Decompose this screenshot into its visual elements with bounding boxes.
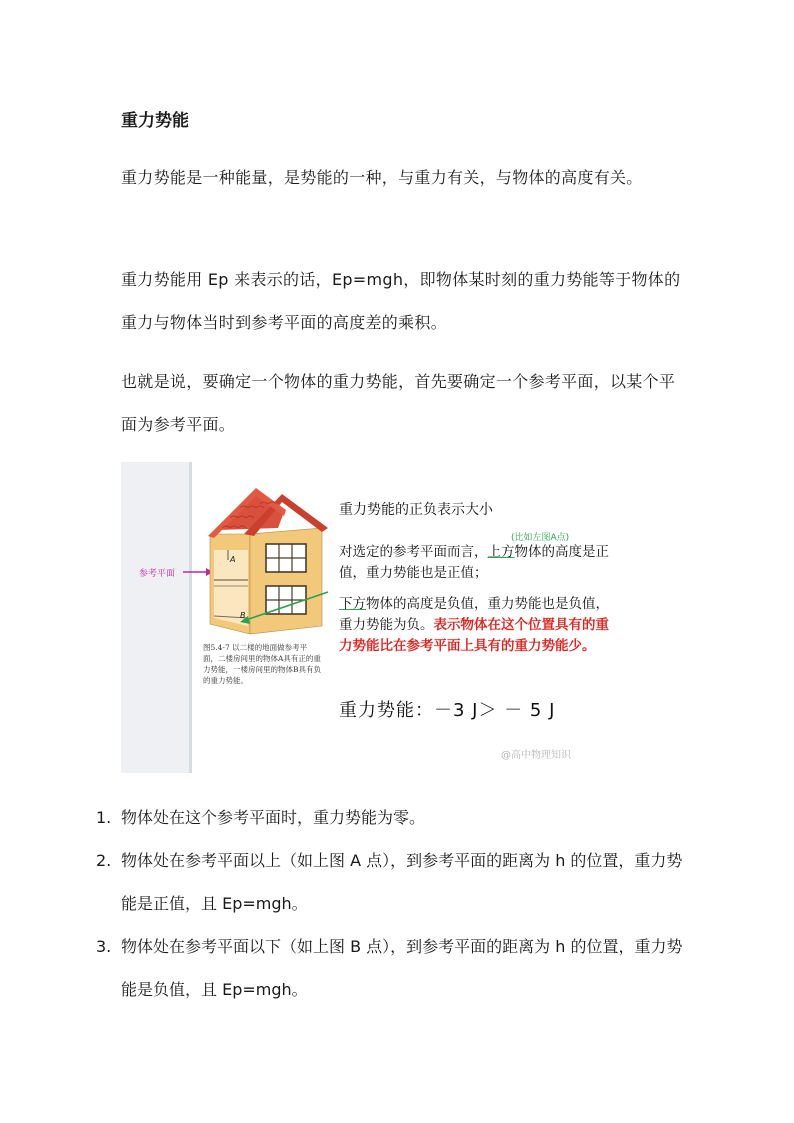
gravity-potential-figure xyxy=(121,462,621,773)
paragraph-formula: 重力势能用 Ep 来表示的话，Ep=mgh，即物体某时刻的重力势能等于物体的重力与物体当时到参考平面的高度差的乘积。 xyxy=(121,270,681,332)
figure-text-positive xyxy=(339,542,609,584)
figure-watermark: @高中物理知识 xyxy=(501,750,571,761)
list-item-text: 物体处在这个参考平面时，重力势能为零。 xyxy=(121,808,426,827)
figure-text2-post: 物体的高度是负值，重力势能也是负值，重力势能为负。 xyxy=(339,596,609,633)
list-item xyxy=(96,925,696,1011)
rules-list xyxy=(96,796,696,1011)
paragraph-reference-plane: 也就是说，要确定一个物体的重力势能，首先要确定一个参考平面，以某个平面为参考平面。 xyxy=(121,372,676,434)
figure-text-negative xyxy=(339,594,609,657)
list-item-number: 1. xyxy=(96,808,112,827)
figure-caption: 图5.4-7 以二楼的地面做参考平面，二楼房间里的物体A具有正的重力势能，一楼房间里的物体B具有负的重力势能。 xyxy=(203,643,322,685)
figure-text2-red: 表示物体在这个位置具有的重力势能比在参考平面上具有的重力势能少。 xyxy=(339,617,609,654)
figure-title: 重力势能的正负表示大小 xyxy=(339,502,493,518)
paragraph-definition: 重力势能是一种能量，是势能的一种，与重力有关，与物体的高度有关。 xyxy=(121,168,643,187)
figure-hint: (比如左图A点) xyxy=(511,533,570,543)
list-item-text: 物体处在参考平面以下（如上图 B 点），到参考平面的距离为 h 的位置，重力势能是负值，且 Ep=mgh。 xyxy=(121,937,683,999)
list-item xyxy=(96,796,696,839)
list-item-text: 物体处在参考平面以上（如上图 A 点），到参考平面的距离为 h 的位置，重力势能是正值，且 Ep=mgh。 xyxy=(121,851,683,913)
page-title: 重力势能 xyxy=(121,111,189,131)
list-item-number: 2. xyxy=(96,851,112,870)
reference-plane-label: 参考平面 xyxy=(139,569,176,579)
figure-formula: 重力势能：－3 J＞ － 5 J xyxy=(339,700,556,721)
figure-text1-pre: 对选定的参考平面而言， xyxy=(339,544,488,560)
figure-text1-post: 物体的高度是正值，重力势能也是正值； xyxy=(339,544,609,581)
house-label-a: A xyxy=(230,555,236,564)
figure-text2-under: 下方 xyxy=(339,596,366,612)
house-label-b: B xyxy=(240,611,246,620)
house-illustration xyxy=(200,488,330,638)
list-item xyxy=(96,839,696,925)
figure-text1-under: 上方 xyxy=(487,544,515,560)
list-item-number: 3. xyxy=(96,937,112,956)
